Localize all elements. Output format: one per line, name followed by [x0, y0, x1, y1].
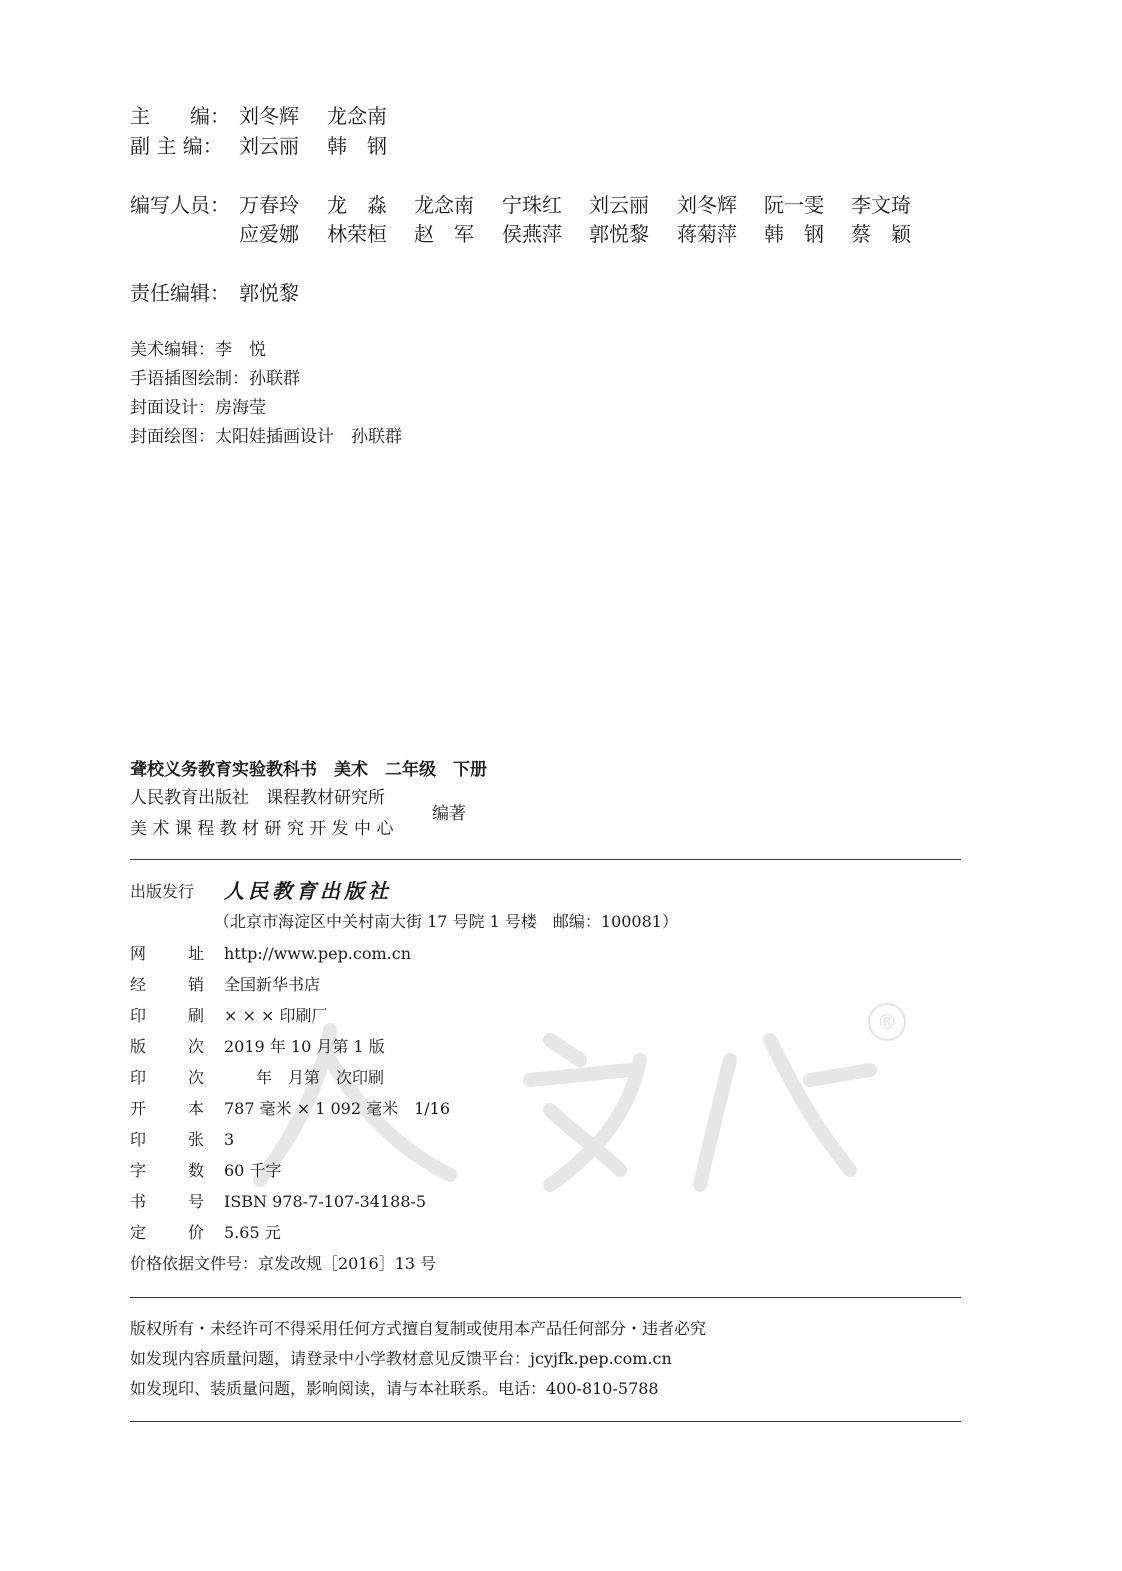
imprint-value: × × × 印刷厂	[224, 1006, 328, 1025]
deputy-editor-label: 副 主 编：	[130, 134, 223, 158]
publisher-logo: 人民教育出版社	[224, 879, 392, 903]
writer-name: 刘云丽	[589, 193, 649, 217]
imprint-value: 787 毫米 × 1 092 毫米 1/16	[224, 1099, 451, 1118]
print-issue-notice: 如发现印、装质量问题，影响阅读，请与本社联系。电话：400-810-5788	[130, 1379, 659, 1398]
isbn-value: ISBN 978-7-107-34188-5	[224, 1192, 427, 1211]
imprint-value: 60 千字	[224, 1161, 282, 1180]
writers-label: 编写人员：	[130, 193, 230, 217]
divider-middle	[130, 1297, 961, 1298]
imprint-label: 印 次	[130, 1068, 204, 1087]
publisher-address: （北京市海淀区中关村南大街 17 号院 1 号楼 邮编：100081）	[214, 912, 678, 931]
website-link[interactable]: http://www.pep.com.cn	[224, 944, 412, 963]
cover-drawing-credit: 封面绘图：太阳娃插画设计 孙联群	[130, 427, 402, 447]
writer-name: 李文琦	[851, 193, 911, 217]
writer-name: 林荣桓	[327, 222, 387, 246]
imprint-label: 印 张	[130, 1130, 204, 1149]
imprint-label: 定 价	[130, 1223, 204, 1242]
imprint-label: 经 销	[130, 975, 204, 994]
writer-name: 蒋菊萍	[677, 222, 737, 246]
writer-name: 龙念南	[414, 193, 474, 217]
writer-name: 阮一雯	[764, 193, 824, 217]
imprint-label: 印 刷	[130, 1006, 204, 1025]
compiler-line-1: 人民教育出版社 课程教材研究所	[130, 788, 385, 808]
chief-editor-name-2: 龙念南	[327, 104, 387, 128]
copyright-notice: 版权所有・未经许可不得采用任何方式擅自复制或使用本产品任何部分・违者必究	[130, 1319, 707, 1338]
writer-name: 侯燕萍	[502, 222, 562, 246]
book-title: 聋校义务教育实验教科书 美术 二年级 下册	[130, 760, 487, 780]
writer-name: 应爱娜	[239, 222, 299, 246]
writer-name: 龙 淼	[327, 193, 387, 217]
writer-name: 郭悦黎	[589, 222, 649, 246]
imprint-label: 字 数	[130, 1161, 204, 1180]
registered-mark: ®	[877, 1010, 897, 1034]
deputy-editor-name-2: 韩 钢	[327, 134, 387, 158]
chief-editor-name-1: 刘冬辉	[239, 104, 299, 128]
publisher-label: 出版发行	[130, 882, 195, 901]
imprint-label: 网 址	[130, 944, 204, 963]
cover-design-credit: 封面设计：房海莹	[130, 398, 266, 418]
deputy-editor-name-1: 刘云丽	[239, 134, 299, 158]
writer-name: 刘冬辉	[677, 193, 737, 217]
compiled-label: 编著	[432, 804, 466, 824]
writer-name: 赵 军	[414, 222, 474, 246]
writer-name: 宁珠红	[502, 193, 562, 217]
writer-name: 蔡 颖	[851, 222, 911, 246]
writer-name: 韩 钢	[764, 222, 824, 246]
art-editor: 美术编辑：李 悦	[130, 340, 266, 360]
divider-bottom	[130, 1421, 961, 1422]
price-basis: 价格依据文件号：京发改规［2016］13 号	[130, 1254, 437, 1273]
imprint-value: 2019 年 10 月第 1 版	[224, 1037, 385, 1056]
writer-name: 万春玲	[239, 193, 299, 217]
imprint-label: 开 本	[130, 1099, 204, 1118]
chief-editor-label: 主 编：	[130, 104, 230, 128]
imprint-label: 书 号	[130, 1192, 204, 1211]
imprint-label: 版 次	[130, 1037, 204, 1056]
price-value: 5.65 元	[224, 1223, 281, 1242]
divider-top	[130, 859, 961, 860]
compiler-line-2: 美 术 课 程 教 材 研 究 开 发 中 心	[130, 819, 394, 839]
responsible-editor-label: 责任编辑：	[130, 281, 230, 305]
responsible-editor-name: 郭悦黎	[239, 281, 299, 305]
imprint-value: 全国新华书店	[224, 975, 321, 994]
imprint-value: 年 月第 次印刷	[224, 1068, 385, 1087]
sign-illustration-credit: 手语插图绘制：孙联群	[130, 369, 300, 389]
imprint-value: 3	[224, 1130, 235, 1149]
content-issue-notice: 如发现内容质量问题，请登录中小学教材意见反馈平台：jcyjfk.pep.com.cn	[130, 1349, 672, 1368]
